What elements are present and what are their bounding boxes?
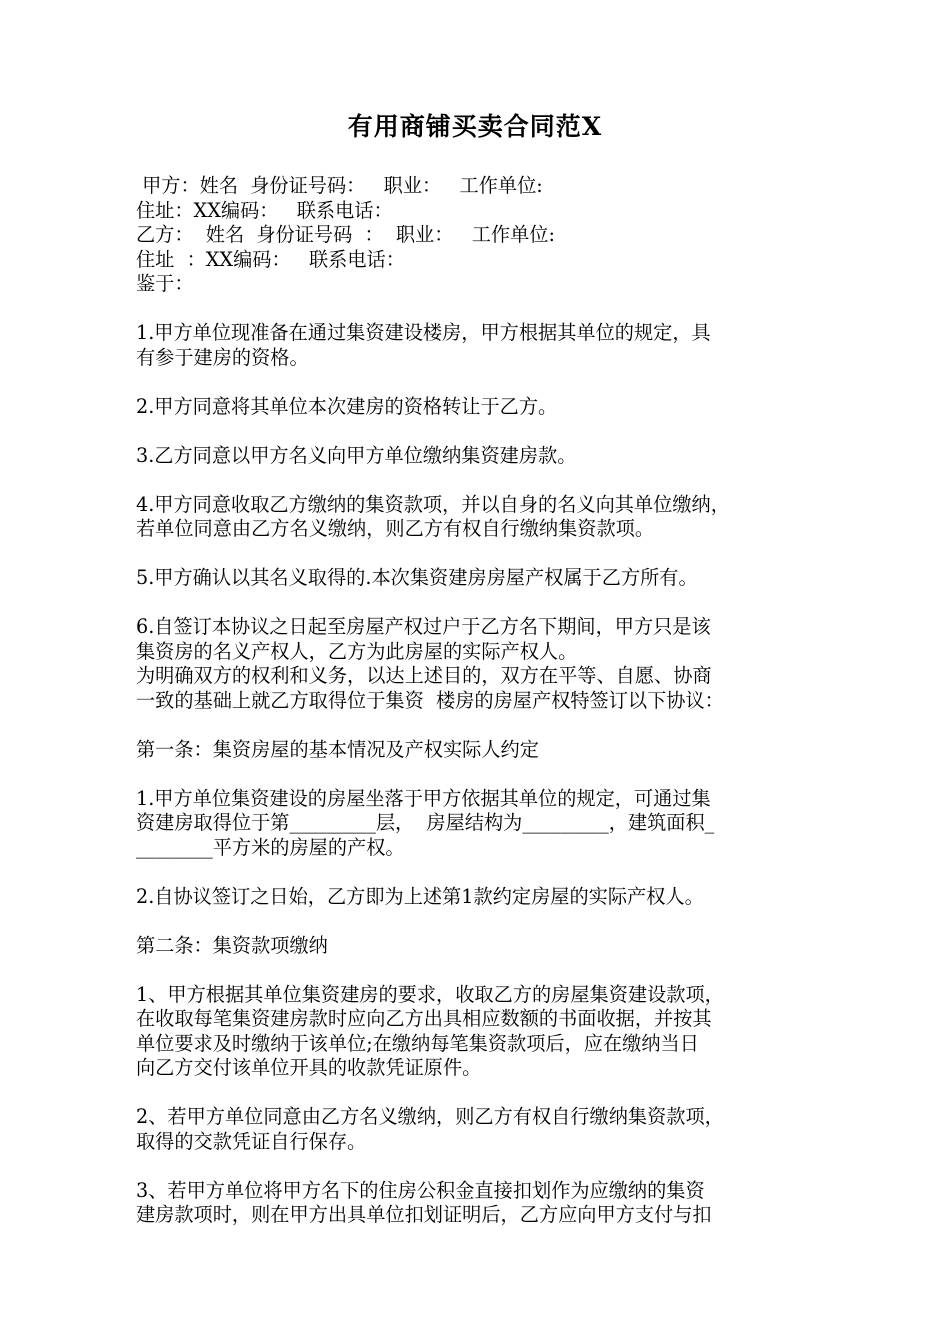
article-2-item-1-line-1: 1、甲方根据其单位集资建房的要求，收取乙方的房屋集资建设款项，: [136, 982, 724, 1006]
paragraph-gap: [136, 909, 822, 934]
paragraph-gap: [136, 297, 822, 322]
clause-1-line-2: 有参于建房的资格。: [136, 345, 309, 369]
paragraph-gap: [136, 1154, 822, 1179]
clause-5-line-1: 5.甲方确认以其名义取得的.本次集资建房房屋产权属于乙方所有。: [136, 566, 698, 589]
paragraph-gap: [136, 860, 822, 885]
article-2-item-3-line-1: 3、若甲方单位将甲方名下的住房公积金直接扣划作为应缴纳的集资: [136, 1178, 705, 1202]
clause-3-line-1: 3.乙方同意以甲方名义向甲方单位缴纳集资建房款。: [136, 443, 577, 467]
preamble-line-2: 一致的基础上就乙方取得位于集资 楼房的房屋产权特签订以下协议：: [136, 688, 724, 712]
article-1-item-1-line-3: ________平方米的房屋的产权。: [136, 835, 405, 859]
document-title: 有用商铺买卖合同范X: [347, 112, 603, 141]
article-1-item-1-line-2: 资建房取得位于第_________层， 房屋结构为_________，建筑面积_: [136, 811, 715, 834]
paragraph-gap: [136, 468, 822, 493]
paragraph-gap: [136, 958, 822, 983]
party-b-address-line: 住址 ：XX编码： 联系电话：: [136, 247, 405, 271]
paragraph-gap: [136, 370, 822, 395]
clause-4-line-1: 4.甲方同意收取乙方缴纳的集资款项，并以自身的名义向其单位缴纳，: [136, 492, 730, 516]
document-body: [136, 174, 822, 1228]
article-2-item-2-line-1: 2、若甲方单位同意由乙方名义缴纳，则乙方有权自行缴纳集资款项，: [136, 1105, 724, 1128]
article-2-item-1-line-2: 在收取每笔集资建房款时应向乙方出具相应数额的书面收据，并按其: [136, 1007, 712, 1030]
paragraph-gap: [136, 1081, 822, 1106]
paragraph-gap: [136, 419, 822, 444]
article-2-item-3-line-2: 建房款项时，则在甲方出具单位扣划证明后，乙方应向甲方支付与扣: [136, 1203, 712, 1226]
paragraph-gap: [136, 762, 822, 787]
article-1-item-1-line-1: 1.甲方单位集资建设的房屋坐落于甲方依据其单位的规定，可通过集: [136, 786, 711, 810]
paragraph-gap: [136, 713, 822, 738]
article-2-item-2-line-2: 取得的交款凭证自行保存。: [136, 1129, 367, 1153]
whereas-line: 鉴于：: [136, 272, 194, 295]
article-2-item-1-line-4: 向乙方交付该单位开具的收款凭证原件。: [136, 1056, 482, 1079]
article-1-heading: 第一条：集资房屋的基本情况及产权实际人约定: [136, 737, 539, 761]
paragraph-gap: [136, 542, 822, 567]
party-a-address-line: 住址：XX编码： 联系电话：: [136, 198, 393, 222]
clause-2-line-1: 2.甲方同意将其单位本次建房的资格转让于乙方。: [136, 394, 558, 418]
clause-1-line-1: 1.甲方单位现准备在通过集资建设楼房，甲方根据其单位的规定，具: [136, 321, 711, 344]
article-1-item-2-line-1: 2.自协议签订之日始，乙方即为上述第1款约定房屋的实际产权人。: [136, 884, 704, 908]
party-a-line: 甲方：姓名 身份证号码： 职业： 工作单位:: [136, 174, 543, 197]
paragraph-gap: [136, 591, 822, 616]
preamble-line-1: 为明确双方的权利和义务，以达上述目的，双方在平等、自愿、协商: [136, 664, 712, 687]
clause-6-line-2: 集资房的名义产权人，乙方为此房屋的实际产权人。: [136, 639, 578, 663]
clause-4-line-2: 若单位同意由乙方名义缴纳，则乙方有权自行缴纳集资款项。: [136, 517, 655, 540]
article-2-item-1-line-3: 单位要求及时缴纳于该单位;在缴纳每笔集资款项后，应在缴纳当日: [136, 1031, 699, 1055]
party-b-line: 乙方： 姓名 身份证号码 ： 职业： 工作单位:: [136, 223, 555, 246]
article-2-heading: 第二条：集资款项缴纳: [136, 933, 328, 957]
clause-6-line-1: 6.自签订本协议之日起至房屋产权过户于乙方名下期间，甲方只是该: [136, 615, 711, 638]
